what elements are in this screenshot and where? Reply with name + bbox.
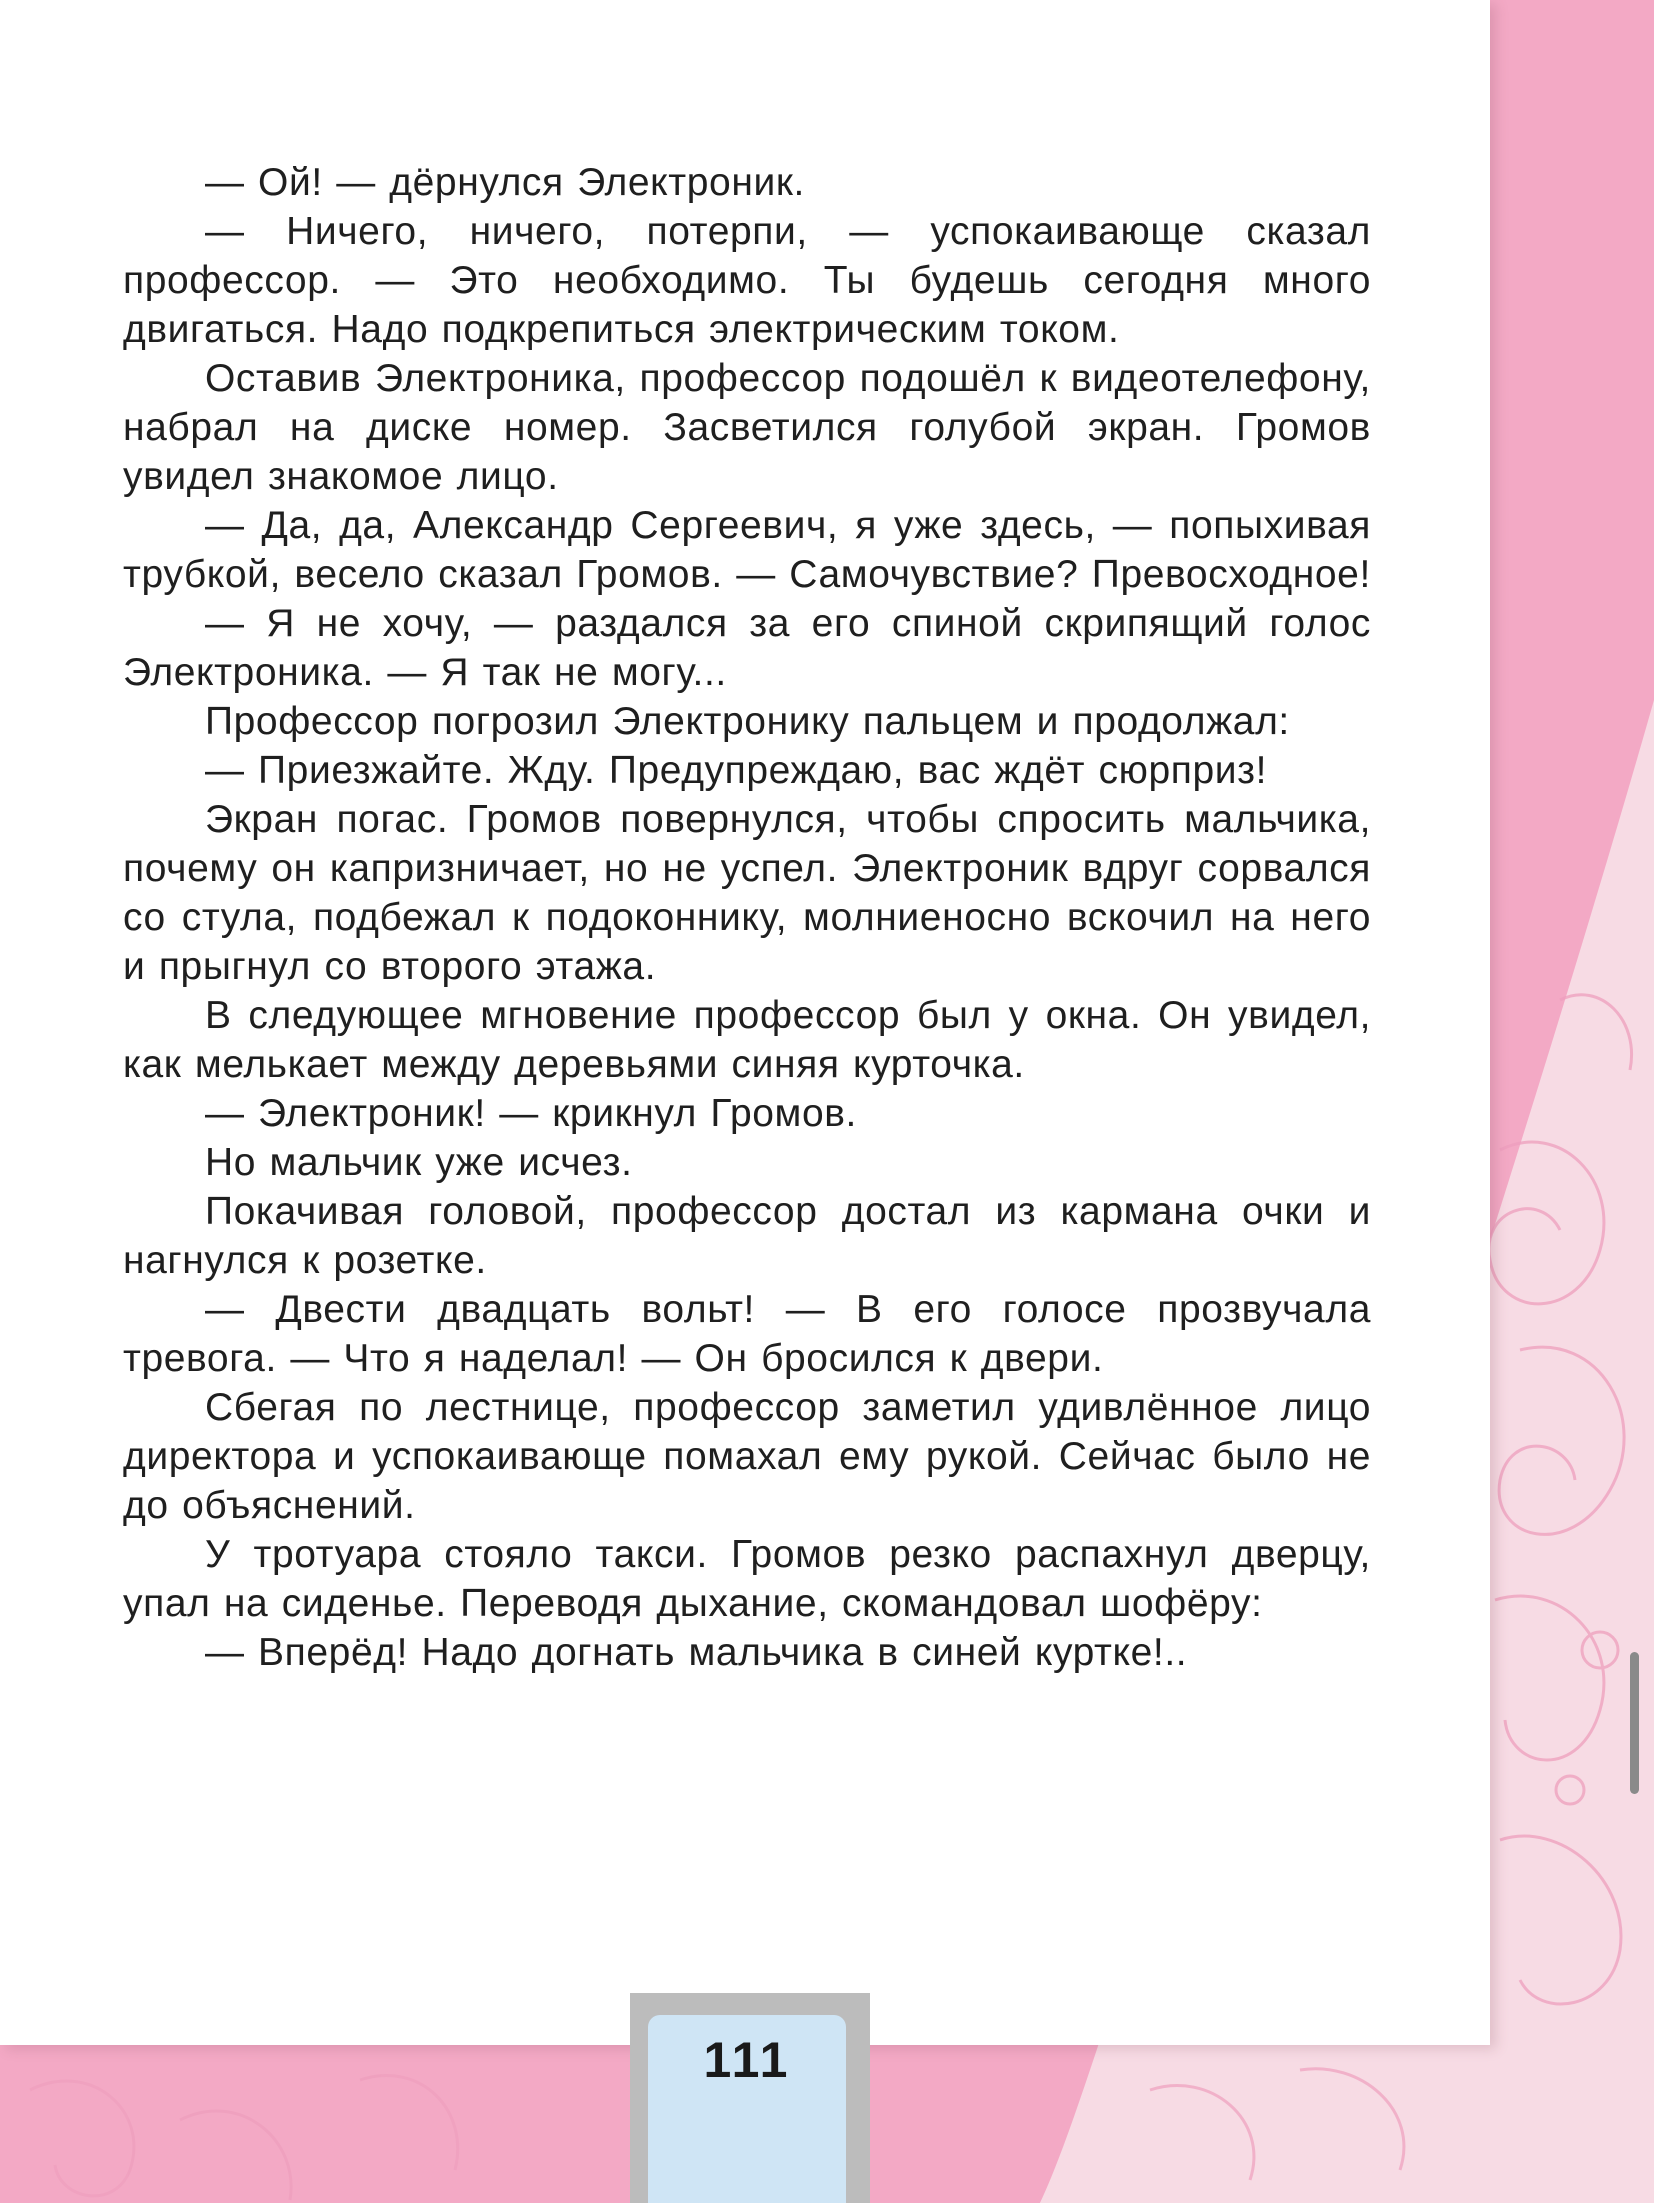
paragraph: Но мальчик уже исчез. <box>205 1141 633 1184</box>
paragraph: — Ничего, ничего, потерпи, — успокаивающе сказал профессор. — Это необходимо. Ты будешь сегодня много двигаться. Надо подкрепиться электрическим током. <box>123 210 1371 351</box>
scrollbar-thumb[interactable] <box>1630 1652 1639 1794</box>
story-text <box>123 158 1371 1677</box>
paragraph: Профессор погрозил Электронику пальцем и продолжал: <box>205 700 1290 743</box>
paragraph: Покачивая головой, профессор достал из кармана очки и нагнулся к розетке. <box>123 1190 1371 1282</box>
paragraph: — Двести двадцать вольт! — В его голосе прозвучала тревога. — Что я наделал! — Он бросился к двери. <box>123 1288 1371 1380</box>
paragraph: — Да, да, Александр Сергеевич, я уже здесь, — попыхивая трубкой, весело сказал Громов. — Самочувствие? Превосходное! <box>123 504 1371 596</box>
paragraph: В следующее мгновение профессор был у окна. Он увидел, как мелькает между деревьями синяя курточка. <box>123 994 1371 1086</box>
paragraph: Оставив Электроника, профессор подошёл к видеотелефону, набрал на диске номер. Засветился голубой экран. Громов увидел знакомое лицо. <box>123 357 1371 498</box>
paragraph: — Я не хочу, — раздался за его спиной скрипящий голос Электроника. — Я так не могу... <box>123 602 1371 694</box>
page-number-box <box>648 2015 846 2203</box>
paragraph: У тротуара стояло такси. Громов резко распахнул дверцу, упал на сиденье. Переводя дыхание, скомандовал шофёру: <box>123 1533 1371 1625</box>
paragraph: — Вперёд! Надо догнать мальчика в синей куртке!.. <box>205 1631 1188 1674</box>
paragraph: — Ой! — дёрнулся Электроник. <box>205 161 805 204</box>
paragraph: — Приезжайте. Жду. Предупреждаю, вас ждёт сюрприз! <box>205 749 1268 792</box>
paragraph: — Электроник! — крикнул Громов. <box>205 1092 857 1135</box>
paragraph: Экран погас. Громов повернулся, чтобы спросить мальчика, почему он капризничает, но не успел. Электроник вдруг сорвался со стула, подбежал к подоконнику, молниеносно вскочил на него и прыгнул со второго этажа. <box>123 798 1371 988</box>
paragraph: Сбегая по лестнице, профессор заметил удивлённое лицо директора и успокаивающе помахал ему рукой. Сейчас было не до объяснений. <box>123 1386 1371 1527</box>
page-number: 111 <box>703 2032 791 2088</box>
